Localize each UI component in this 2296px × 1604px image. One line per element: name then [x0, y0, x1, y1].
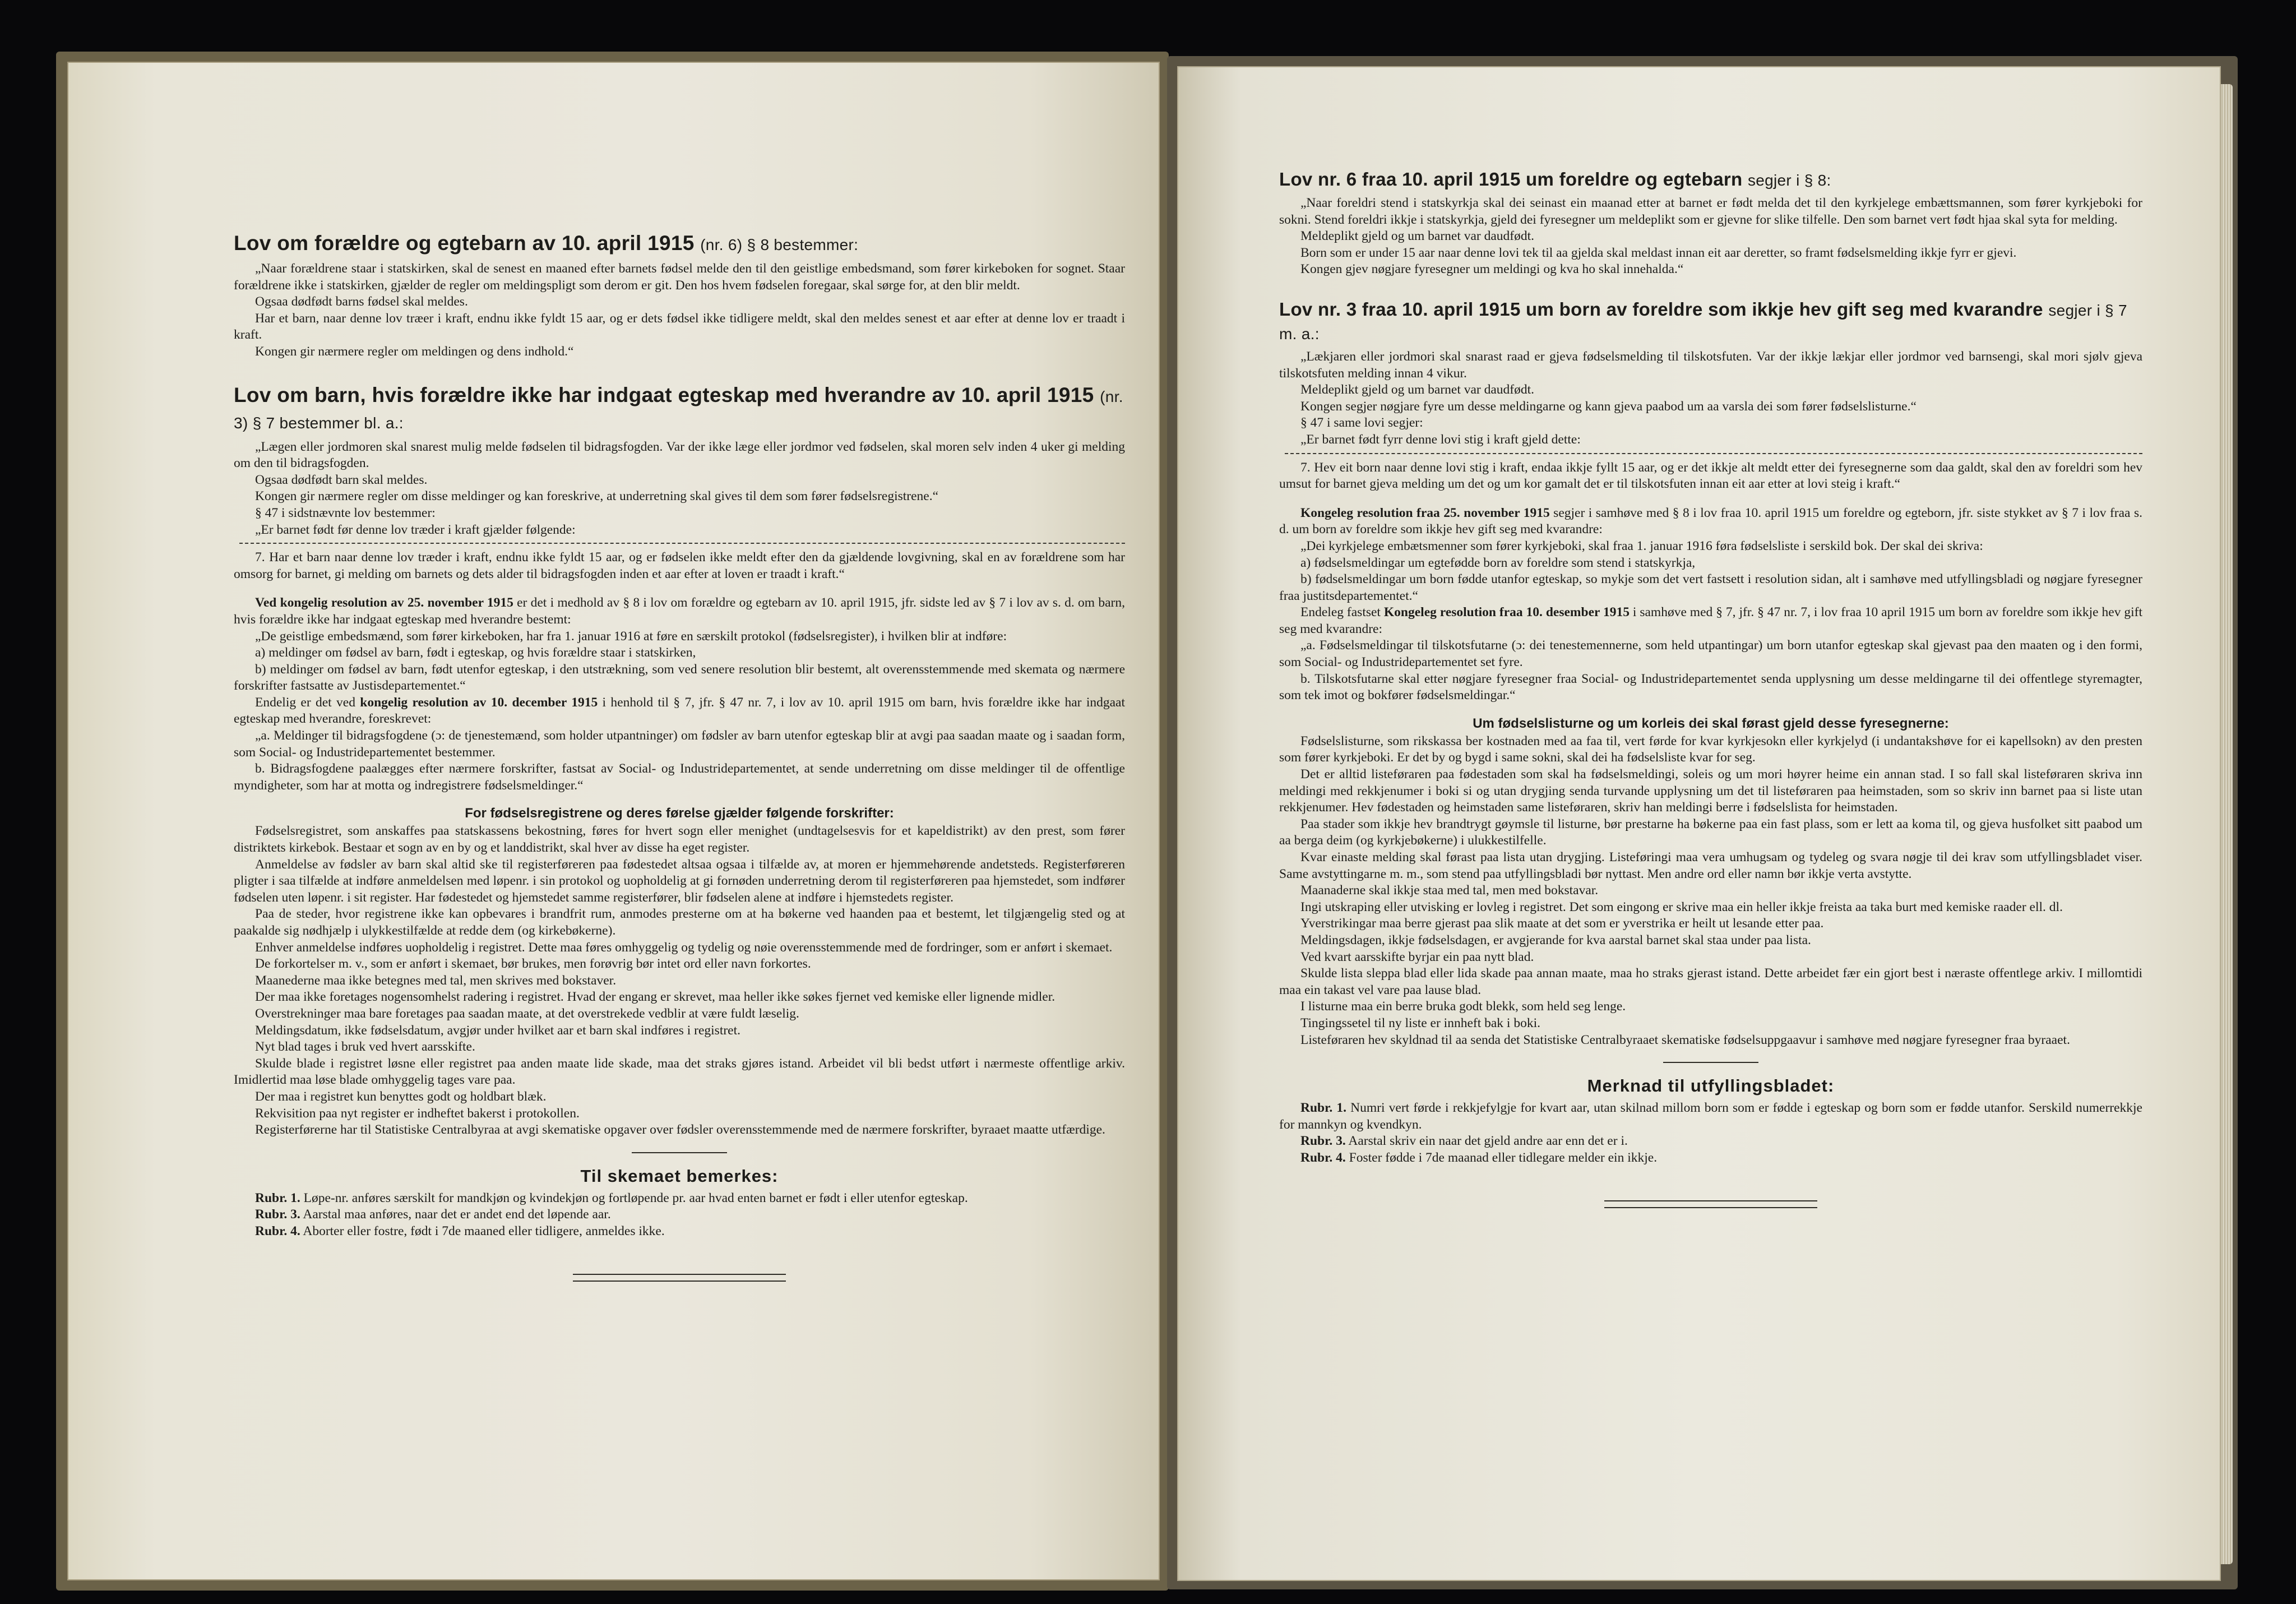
left-para: Skulde blade i registret løsne eller registret paa anden maate lide skade, maa det straks gjøres istand. Arbeidet vil bli bedst utført i nærmeste offentlige arkiv. Imidlertid maa løse blade omhyggelig tages vare paa.	[234, 1056, 1125, 1088]
left-para: § 47 i sidstnævnte lov bestemmer:	[255, 505, 436, 520]
end-double-rule	[1604, 1200, 1817, 1201]
left-section-heading: Til skemaet bemerkes:	[580, 1166, 779, 1186]
left-para: De forkortelser m. v., som er anført i skemaet, bør brukes, men forøvrig bør intet ord eller navn forkortes.	[255, 956, 811, 972]
right-rubric-1: Rubr. 1. Numri vert førde i rekkjefylgje for kvart aar, utan skilnad millom born som er fødde i egteskap og born som er fødde utanfor. Serskild numerrekkje for mannkyn og kvendkyn.	[1279, 1101, 2142, 1132]
left-para: Overstrekninger maa bare foretages paa saadan maate, at det overstrekede vedblir at være fuldt læselig.	[255, 1006, 799, 1021]
left-subheading: For fødselsregistrene og deres førelse gjælder følgende forskrifter:	[465, 806, 894, 821]
left-law-title-1: Lov om forældre og egtebarn av 10. april 1915 (nr. 6) § 8 bestemmer:	[234, 232, 859, 255]
right-para: Meldeplikt gjeld og um barnet var daudfødt.	[1300, 382, 1535, 397]
left-para: Ogsaa dødfødt barn skal meldes.	[255, 472, 428, 487]
right-para: § 47 i same lovi segjer:	[1300, 415, 1423, 431]
right-law-title-2: Lov nr. 3 fraa 10. april 1915 um born av foreldre som ikkje hev gift seg med kvarandre segjer i § 7 m. a.:	[1279, 298, 2127, 343]
right-para: b. Tilskotsfutarne skal etter nøgjare fyresegner fraa Social- og Industridepartementet senda upplysning um desse meldingarne til dei offentlege styremagter, som tek imot og bokfører fødselsmeldingar.“	[1279, 671, 2142, 703]
left-para: Der maa ikke foretages nogensomhelst radering i registret. Hvad der engang er skrevet, maa heller ikke søkes fjernet ved kemiske eller lignende midler.	[255, 990, 1056, 1005]
right-para: Ved kvart aarsskifte byrjar ein paa nytt blad.	[1300, 949, 1534, 964]
left-text-column	[234, 231, 1125, 1282]
right-para: Kongen segjer nøgjare fyre um desse meldingarne og kann gjeva paabod um aa varsla dei som fører fødselslisturne.“	[1300, 399, 1917, 414]
right-para: „Er barnet født fyrr denne lovi stig i kraft gjeld dette:	[1300, 432, 1581, 447]
left-para: Rekvisition paa nyt register er indheftet bakerst i protokollen.	[255, 1106, 580, 1121]
left-para: „Lægen eller jordmoren skal snarest mulig melde fødselen til bidragsfogden. Var der ikke læge eller jordmor ved fødselen, skal moren selv inden 4 uker gi melding om den til bidragsfogden.	[234, 439, 1125, 471]
right-section-heading: Merknad til utfyllingsbladet:	[1587, 1076, 1835, 1096]
right-para: a) fødselsmeldingar um egtefødde born av foreldre som stend i statskyrkja,	[1300, 555, 1696, 570]
right-para: Skulde lista sleppa blad eller lida skade paa annan maate, maa ho straks gjerast istand. Dette arbeidet fær ein gjort best i næraste offentlege arkiv. I millomtidi maa ein takast vel vare paa lause blad.	[1279, 966, 2142, 997]
left-rubric-4: Rubr. 4. Aborter eller fostre, født i 7de maaned eller tidligere, anmeldes ikke.	[255, 1223, 665, 1238]
right-para: „Lækjaren eller jordmori skal snarast raad er gjeva fødselsmelding til tilskotsfuten. Var der ikkje lækjar eller jordmor ved barnsengi, skal mori sjølv gjeva tilskotsfuten melding innan 4 vikur.	[1279, 349, 2142, 381]
left-para: Kongen gir nærmere regler om disse meldinger og kan foreskrive, at underretning skal gives til dem som fører fødselsregistrene.“	[255, 489, 939, 504]
right-rubric-4: Rubr. 4. Foster fødde i 7de maanad eller tidlegare melder ein ikkje.	[1300, 1150, 1658, 1165]
left-page	[67, 62, 1160, 1580]
right-para: I listurne maa ein berre bruka godt blekk, som held seg lenge.	[1300, 999, 1626, 1014]
left-rubric-3: Rubr. 3. Aarstal maa anføres, naar det er andet end det løpende aar.	[255, 1207, 611, 1222]
right-para: 7. Hev eit born naar denne lovi stig i kraft, endaa ikkje fyllt 15 aar, og er det ikkje alt meldt etter dei fyresegnerne som daa galdt, skal den av foreldri som hev umsut for barnet gjeva melding um det og um kor gamalt det er til tilskotsfuten innan eit aar etter at lovi steig i kraft.“	[1279, 460, 2142, 492]
right-page	[1177, 66, 2221, 1581]
left-para: Enhver anmeldelse indføres uopholdelig i registret. Dette maa føres omhyggelig og tydelig og nøie overensstemmende med de fordringer, som er anført i skemaet.	[255, 940, 1113, 955]
right-para: Det er alltid listeføraren paa fødestaden som skal ha fødselsmeldingi, soleis og um mori høyrer heime ein annan stad. I so fall skal listeføraren skriva inn meldingi med rekkjenumer i boki si og utan drygjing senda turvande upplysning um det til listeføraren paa heimstaden, som so skriv inn barnet paa si liste utan rekkjenumer. Hev fødestaden og heimstaden same listeføraren, skriv han meldingi berre i fødselslista for heimstaden.	[1279, 767, 2142, 815]
left-para: 7. Har et barn naar denne lov træder i kraft, endnu ikke fyldt 15 aar, og er fødselen ikke meldt efter den da gjældende lovgivning, skal en av forældrene som har omsorg for barnet, gi melding om barnets og dets alder til bidragsfogden inden et aar efter at loven er traadt i kraft.“	[234, 550, 1125, 581]
right-para: „Dei kyrkjelege embætsmenner som fører kyrkjeboki, skal fraa 1. januar 1916 føra fødselsliste i serskild bok. Der skal dei skriva:	[1300, 538, 1983, 553]
right-rubric-3: Rubr. 3. Aarstal skriv ein naar det gjeld andre aar enn det er i.	[1300, 1134, 1628, 1149]
left-para: Ogsaa dødfødt barns fødsel skal meldes.	[255, 294, 468, 309]
right-para: „a. Fødselsmeldingar til tilskotsfutarne (ɔ: dei tenestemennerne, som held utpantingar) um born utanfor egteskap skal gjevast paa den maaten og i den formi, som Social- og Industridepartementet set fyre.	[1279, 638, 2142, 670]
right-para: Listeføraren hev skyldnad til aa senda det Statistiske Centralbyraaet skematiske fødselsuppgaavur i samhøve med nøgjare fyresegner fraa byraaet.	[1300, 1032, 2070, 1047]
left-para: „a. Meldinger til bidragsfogdene (ɔ: de tjenestemænd, som holder utpantninger) om fødsler av barn utenfor egteskap blir at avgi paa saadan maate og i saadan form, som Social- og Industridepartementet bestemmer.	[234, 728, 1125, 760]
left-para: a) meldinger om fødsel av barn, født i egteskap, og hvis forældre staar i statskirken,	[255, 645, 696, 660]
left-para: b) meldinger om fødsel av barn, født utenfor egteskap, i den utstrækning, som ved senere resolution blir bestemt, alt overensstemmende med skemata og nærmere forskrifter fastsatte av Justisdepartementet.“	[234, 662, 1125, 694]
end-double-rule	[1604, 1207, 1817, 1208]
right-para: Born som er under 15 aar naar denne lovi tek til aa gjelda skal meldast innan eit aar deretter, so framt fødselsmelding ikkje fyrr er gjevi.	[1300, 245, 2017, 260]
right-text-column	[1279, 168, 2142, 1208]
right-para: Fødselslisturne, som rikskassa ber kostnaden med aa faa til, vert førde for kvar kyrkjesokn eller kyrkjelyd (i undantakshøve for ei kapellsokn) av den presten som fører kyrkjeboki. Er det by og bygd i same sokni, skal dei ha fødselsliste kvar for seg.	[1279, 733, 2142, 765]
right-para: Tingingssetel til ny liste er innheft bak i boki.	[1300, 1015, 1540, 1030]
short-rule	[1663, 1062, 1758, 1063]
left-para: Har et barn, naar denne lov træer i kraft, endnu ikke fyldt 15 aar, og er dets fødsel ikke tidligere meldt, skal den meldes senest et aar efter at denne lov er traadt i kraft.	[234, 311, 1125, 343]
left-rubric-1: Rubr. 1. Løpe-nr. anføres særskilt for mandkjøn og kvindekjøn og fortløpende pr. aar hvad enten barnet er født i eller utenfor egteskap.	[255, 1190, 968, 1205]
left-para: Fødselsregistret, som anskaffes paa statskassens bekostning, føres for hvert sogn eller menighet (undtagelsesvis for et kapeldistrikt) av den prest, som fører distriktets kirkebok. Bestaar et sogn av en by og et landdistrikt, skal hver av disse ha eget register.	[234, 824, 1125, 856]
right-subheading: Um fødselslisturne og um korleis dei skal førast gjeld desse fyresegnerne:	[1473, 715, 1949, 731]
left-para: Nyt blad tages i bruk ved hvert aarsskifte.	[255, 1039, 475, 1055]
left-para: Der maa i registret kun benyttes godt og holdbart blæk.	[255, 1089, 547, 1104]
right-para: Meldingsdagen, ikkje fødselsdagen, er avgjerande for kva aarstal barnet skal staa under paa lista.	[1300, 932, 1811, 947]
right-para: Meldeplikt gjeld og um barnet var daudfødt.	[1300, 229, 1535, 244]
short-rule	[632, 1152, 727, 1153]
right-para: Kvar einaste melding skal førast paa lista utan drygjing. Listeføringi maa vera umhugsam og tydeleg og svara nøgje til dei krav som utfyllingsbladet viser. Same avstyttingarne m. m., som stend paa utfyllingsbladi bør nyttast. Men andre ord eller namn bør ikkje verta avstytte.	[1279, 850, 2142, 881]
right-para: Ingi utskraping eller utvisking er lovleg i registret. Det som eingong er skrive maa ein heller ikkje freista aa taka burt med kemiske raader ell. dl.	[1300, 899, 2063, 914]
right-resolution-1: Kongeleg resolution fraa 25. november 1915 segjer i samhøve med § 8 i lov fraa 10. april 1915 um foreldre og egteborn, jfr. siste stykket av § 7 i lov fraa s. d. um born av foreldre som ikkje hev gift seg med kvarandre:	[1279, 505, 2142, 537]
left-para: Maanederne maa ikke betegnes med tal, men skrives med bokstaver.	[255, 973, 617, 988]
right-para: b) fødselsmeldingar um born fødde utanfor egteskap, so mykje som det vert fastsett i resolution sidan, alt i samhøve med utfyllingsbladi og nøgjare fyresegner fraa justitsdepartementet.“	[1279, 572, 2142, 603]
left-para: „Naar forældrene staar i statskirken, skal de senest en maaned efter barnets fødsel melde den til den geistlige embedsmand, som fører kirkeboken for sognet. Staar forældrene ikke i statskirken, gjælder de regler om meldingspligt som derom er git. Den hos hvem fødselen foregaar, skal sørge for, at den blir meldt.	[234, 261, 1125, 293]
left-resolution-2: Endelig er det ved kongelig resolution av 10. december 1915 i henhold til § 7, jfr. § 47 nr. 7, i lov av 10. april 1915 om barn, hvis forældre ikke har indgaat egteskap med hverandre, foreskrevet:	[234, 695, 1125, 727]
left-resolution-1: Ved kongelig resolution av 25. november 1915 er det i medhold av § 8 i lov om forældre og egtebarn av 10. april 1915, jfr. sidste led av § 7 i lov av s. d. om barn, hvis forældre ikke har indgaat egteskap med hverandre bestemt:	[234, 595, 1125, 627]
right-para: Paa stader som ikkje hev brandtrygt gøymsle til listurne, bør prestarne ha bøkerne paa ein fast plass, som er lett aa koma til, og gjeva husfolket sitt paabod um aa berga deim (og kyrkjebøkerne) i ulukkestilfelle.	[1279, 816, 2142, 848]
right-para: Yverstrikingar maa berre gjerast paa slik maate at det som er yverstrika er heilt ut lesande etter paa.	[1300, 916, 1824, 931]
right-law-title-1: Lov nr. 6 fraa 10. april 1915 um foreldre og egtebarn segjer i § 8:	[1279, 169, 1831, 189]
left-law-title-2: Lov om barn, hvis forældre ikke har indgaat egteskap med hverandre av 10. april 1915 (nr. 3) § 7 bestemmer bl. a.:	[234, 383, 1123, 432]
dashed-separator	[1285, 453, 2142, 454]
left-para: Registerførerne har til Statistiske Centralbyraa at avgi skematiske opgaver over fødsler overensstemmende med de nærmere forskrifter, byraaet maatte utfærdige.	[255, 1122, 1105, 1138]
left-para: Meldingsdatum, ikke fødselsdatum, avgjør under hvilket aar et barn skal indføres i registret.	[255, 1023, 741, 1038]
right-para: Maanaderne skal ikkje staa med tal, men med bokstavar.	[1300, 883, 1599, 898]
left-para: „De geistlige embedsmænd, som fører kirkeboken, har fra 1. januar 1916 at føre en særskilt protokol (fødselsregister), i hvilken blir at indføre:	[255, 628, 1007, 644]
left-para: „Er barnet født før denne lov træder i kraft gjælder følgende:	[255, 522, 576, 537]
dashed-separator	[239, 543, 1125, 544]
end-double-rule	[573, 1281, 786, 1282]
end-double-rule	[573, 1274, 786, 1275]
right-resolution-2: Endeleg fastset Kongeleg resolution fraa 10. desember 1915 i samhøve med § 7, jfr. § 47 nr. 7, i lov fraa 10 april 1915 um born av foreldre som ikkje hev gift seg med kvarandre:	[1279, 605, 2143, 636]
left-para: b. Bidragsfogdene paalægges efter nærmere forskrifter, fastsat av Social- og Industridepartementet, at sende underretning om disse meldinger til de offentlige myndigheter, som har at motta og indregistrere fødselsmeldinger.“	[234, 761, 1125, 793]
left-para: Anmeldelse av fødsler av barn skal altid ske til registerføreren paa fødestedet altsaa ogsaa i tilfælde av, at moren er hjemmehørende andetsteds. Registerføreren pligter i saa tilfælde at indføre anmeldelsen med løpenr. i sin protokol og uopholdelig at gi fornøden underretning derom til registerføreren paa hjemstedet, som indfører fødselen uten løpenr. i sit register. Har fødestedet og hjemstedet samme registerfører, blir fødselen alene at indføre i hjemstedets register.	[234, 857, 1125, 905]
left-para: Paa de steder, hvor registrene ikke kan opbevares i brandfrit rum, anmodes presterne om at ha bøkerne ved haanden paa et bestemt, let tilgjængelig sted og at paakalde sig nødhjælp i ulykkestilfælde at redde dem (og kirkebøkerne).	[234, 907, 1125, 938]
right-para: Kongen gjev nøgjare fyresegner um meldingi og kva ho skal innehalda.“	[1300, 262, 1684, 277]
right-para: „Naar foreldri stend i statskyrkja skal dei seinast ein maanad etter at barnet er født melda det til den kyrkjelege embættsmannen, som fører kyrkjeboki for sokni. Stend foreldri ikkje i statskyrkja, gjeld dei fyresegner um meldeplikt som er gjevne for slike tilfelle. Den som barnet vert født hjaa skal syta for melding.	[1279, 196, 2142, 227]
left-para: Kongen gir nærmere regler om meldingen og dens indhold.“	[255, 344, 574, 359]
